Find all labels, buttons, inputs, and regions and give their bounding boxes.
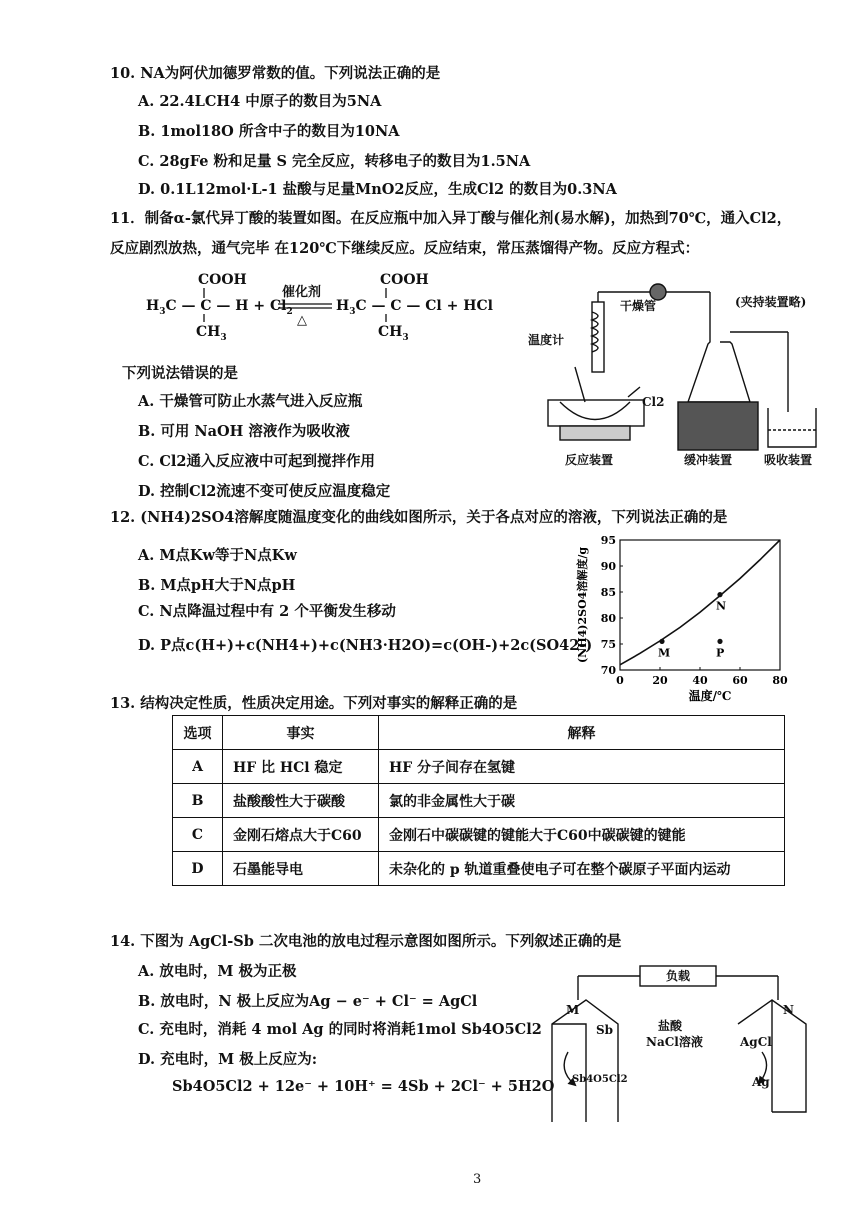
svg-text:吸收装置: 吸收装置 (764, 453, 813, 467)
q12-option-b: B. M点pH大于N点pH (138, 577, 296, 594)
battery-figure (548, 962, 818, 1122)
svg-text:Sb: Sb (596, 1023, 614, 1037)
y-tick-label: 80 (600, 612, 616, 625)
catalyst-label: 催化剂 (282, 285, 322, 300)
svg-text:CH3: $CH_3$ (196, 324, 227, 343)
table-cell: HF 分子间存在氢键 (379, 750, 785, 784)
q10-option-b: B. 1mol18O 所含中子的数目为10NA (138, 123, 400, 140)
q13-stem: 13. 结构决定性质，性质决定用途。下列对事实的解释正确的是 (110, 695, 518, 712)
y-tick-label: 75 (600, 638, 616, 651)
q10-option-d: D. 0.1L12mol·L-1 盐酸与足量MnO2反应，生成Cl2 的数目为0.3NA (138, 181, 617, 198)
y-tick-label: 95 (600, 534, 616, 547)
svg-text:缓冲装置: 缓冲装置 (684, 453, 733, 467)
reactor-flask (560, 402, 630, 420)
table-cell: 石墨能导电 (223, 852, 379, 886)
page-number: 3 (473, 1172, 482, 1187)
q14-option-c: C. 充电时，消耗 4 mol Ag 的同时将消耗1mol Sb4O5Cl2 (138, 1021, 542, 1038)
q10-option-a: A. 22.4LCH4 中原子的数目为5NA (138, 93, 382, 110)
table-cell: 盐酸酸性大于碳酸 (223, 784, 379, 818)
product-text: $H_3C$ — C — Cl + HCl (336, 298, 493, 317)
svg-text:N: N (783, 1003, 794, 1017)
y-tick-label: 85 (600, 586, 616, 599)
q14-stem: 14. 下图为 AgCl-Sb 二次电池的放电过程示意图如图所示。下列叙述正确的是 (110, 933, 622, 950)
svg-text:COOH: COOH (380, 272, 429, 288)
x-tick-label: 20 (652, 674, 668, 687)
table-cell: 金刚石熔点大于C60 (223, 818, 379, 852)
data-point-N (717, 592, 722, 597)
svg-text:盐酸: 盐酸 (658, 1019, 683, 1033)
q12-stem: 12. (NH4)2SO4溶解度随温度变化的曲线如图所示，关于各点对应的溶液，下列说法正确的是 (110, 509, 728, 526)
point-label-N: N (716, 599, 727, 613)
point-label-M: M (658, 646, 671, 660)
svg-text:M: M (566, 1003, 580, 1017)
svg-text:Sb4O5Cl2: Sb4O5Cl2 (572, 1074, 628, 1085)
absorber-beaker (768, 408, 816, 447)
q12-option-c: C. N点降温过程中有 2 个平衡发生移动 (138, 603, 396, 620)
reactant-text: $H_3C$ — C — $H + Cl_2$ (146, 298, 293, 317)
cooh-left: COOH (198, 272, 247, 288)
heat-label: △ (297, 313, 307, 328)
q11-option-c: C. Cl2通入反应液中可起到搅拌作用 (138, 453, 376, 470)
thermometer (575, 367, 585, 402)
y-tick-label: 70 (600, 664, 616, 677)
svg-text:CH3: $CH_3$ (378, 324, 409, 343)
y-axis-label: (NH4)2SO4溶解度/g (576, 546, 589, 664)
table-cell: A (173, 750, 223, 784)
q14-option-a: A. 放电时，M 极为正极 (138, 963, 297, 980)
q11-stem-line1: 11．制备α-氯代异丁酸的装置如图。在反应瓶中加入异丁酸与催化剂(易水解)，加热到70℃，通入Cl2， (110, 210, 792, 227)
svg-text:NaCl溶液: NaCl溶液 (646, 1035, 703, 1049)
q11-option-d: D. 控制Cl2流速不变可使反应温度稳定 (138, 483, 391, 500)
y-tick-label: 90 (600, 560, 616, 573)
table-cell: B (173, 784, 223, 818)
table-cell: 未杂化的 p 轨道重叠使电子可在整个碳原子平面内运动 (379, 852, 785, 886)
table-cell: 金刚石中碳碳键的键能大于C60中碳碳键的键能 (379, 818, 785, 852)
table-cell: D (173, 852, 223, 886)
table-cell: HF 比 HCl 稳定 (223, 750, 379, 784)
x-tick-label: 0 (616, 674, 624, 687)
data-point-P (717, 639, 722, 644)
x-axis-label: 温度/℃ (688, 689, 732, 703)
q10-stem: 10. NA为阿伏加德罗常数的值。下列说法正确的是 (110, 65, 441, 82)
x-tick-label: 60 (732, 674, 748, 687)
table-row (173, 750, 785, 784)
apparatus-figure (520, 272, 845, 472)
x-tick-label: 80 (772, 674, 788, 687)
solubility-curve (620, 540, 780, 665)
table-header-row (173, 716, 785, 750)
svg-text:负载: 负载 (666, 969, 691, 983)
svg-text:AgCl: AgCl (740, 1035, 772, 1049)
q11-intro: 下列说法错误的是 (122, 365, 238, 382)
table-row (173, 818, 785, 852)
q12-option-a: A. M点Kw等于N点Kw (138, 547, 297, 564)
table-cell: C (173, 818, 223, 852)
table-header: 事实 (223, 716, 379, 750)
point-label-P: P (716, 646, 725, 660)
table-header: 选项 (173, 716, 223, 750)
svg-text:(夹持装置略): (夹持装置略) (735, 295, 807, 309)
svg-text:温度计: 温度计 (528, 333, 565, 347)
reaction-equation (140, 268, 500, 344)
svg-text:Cl2: Cl2 (642, 395, 665, 409)
q14-option-d: D. 充电时，M 极上反应为: (138, 1051, 318, 1068)
q11-option-b: B. 可用 NaOH 溶液作为吸收液 (138, 423, 350, 440)
q13-table (172, 715, 785, 886)
x-tick-label: 40 (692, 674, 708, 687)
data-point-M (659, 639, 664, 644)
q14-option-b: B. 放电时，N 极上反应为Ag − e⁻ + Cl⁻ = AgCl (138, 993, 478, 1010)
svg-text:反应装置: 反应装置 (565, 453, 614, 467)
solubility-chart (570, 530, 800, 705)
q12-option-d: D. P点c(H+)+c(NH4+)+c(NH3·H2O)=c(OH-)+2c(SO42-) (138, 637, 593, 654)
drying-tube-icon (650, 284, 666, 300)
q10-option-c: C. 28gFe 粉和足量 S 完全反应，转移电子的数目为1.5NA (138, 153, 531, 170)
q11-stem-line2: 反应剧烈放热，通气完毕 在120℃下继续反应。反应结束，常压蒸馏得产物。反应方程式： (110, 240, 700, 257)
svg-text:干燥管: 干燥管 (620, 299, 657, 313)
q14-equation: Sb4O5Cl2 + 12e⁻ + 10H⁺ = 4Sb + 2Cl⁻ + 5H2O (172, 1078, 555, 1095)
table-header: 解释 (379, 716, 785, 750)
m-electrode-outline (552, 1000, 618, 1122)
svg-text:Ag: Ag (752, 1075, 770, 1089)
q11-option-a: A. 干燥管可防止水蒸气进入反应瓶 (138, 393, 363, 410)
table-cell: 氯的非金属性大于碳 (379, 784, 785, 818)
table-row (173, 852, 785, 886)
table-row (173, 784, 785, 818)
